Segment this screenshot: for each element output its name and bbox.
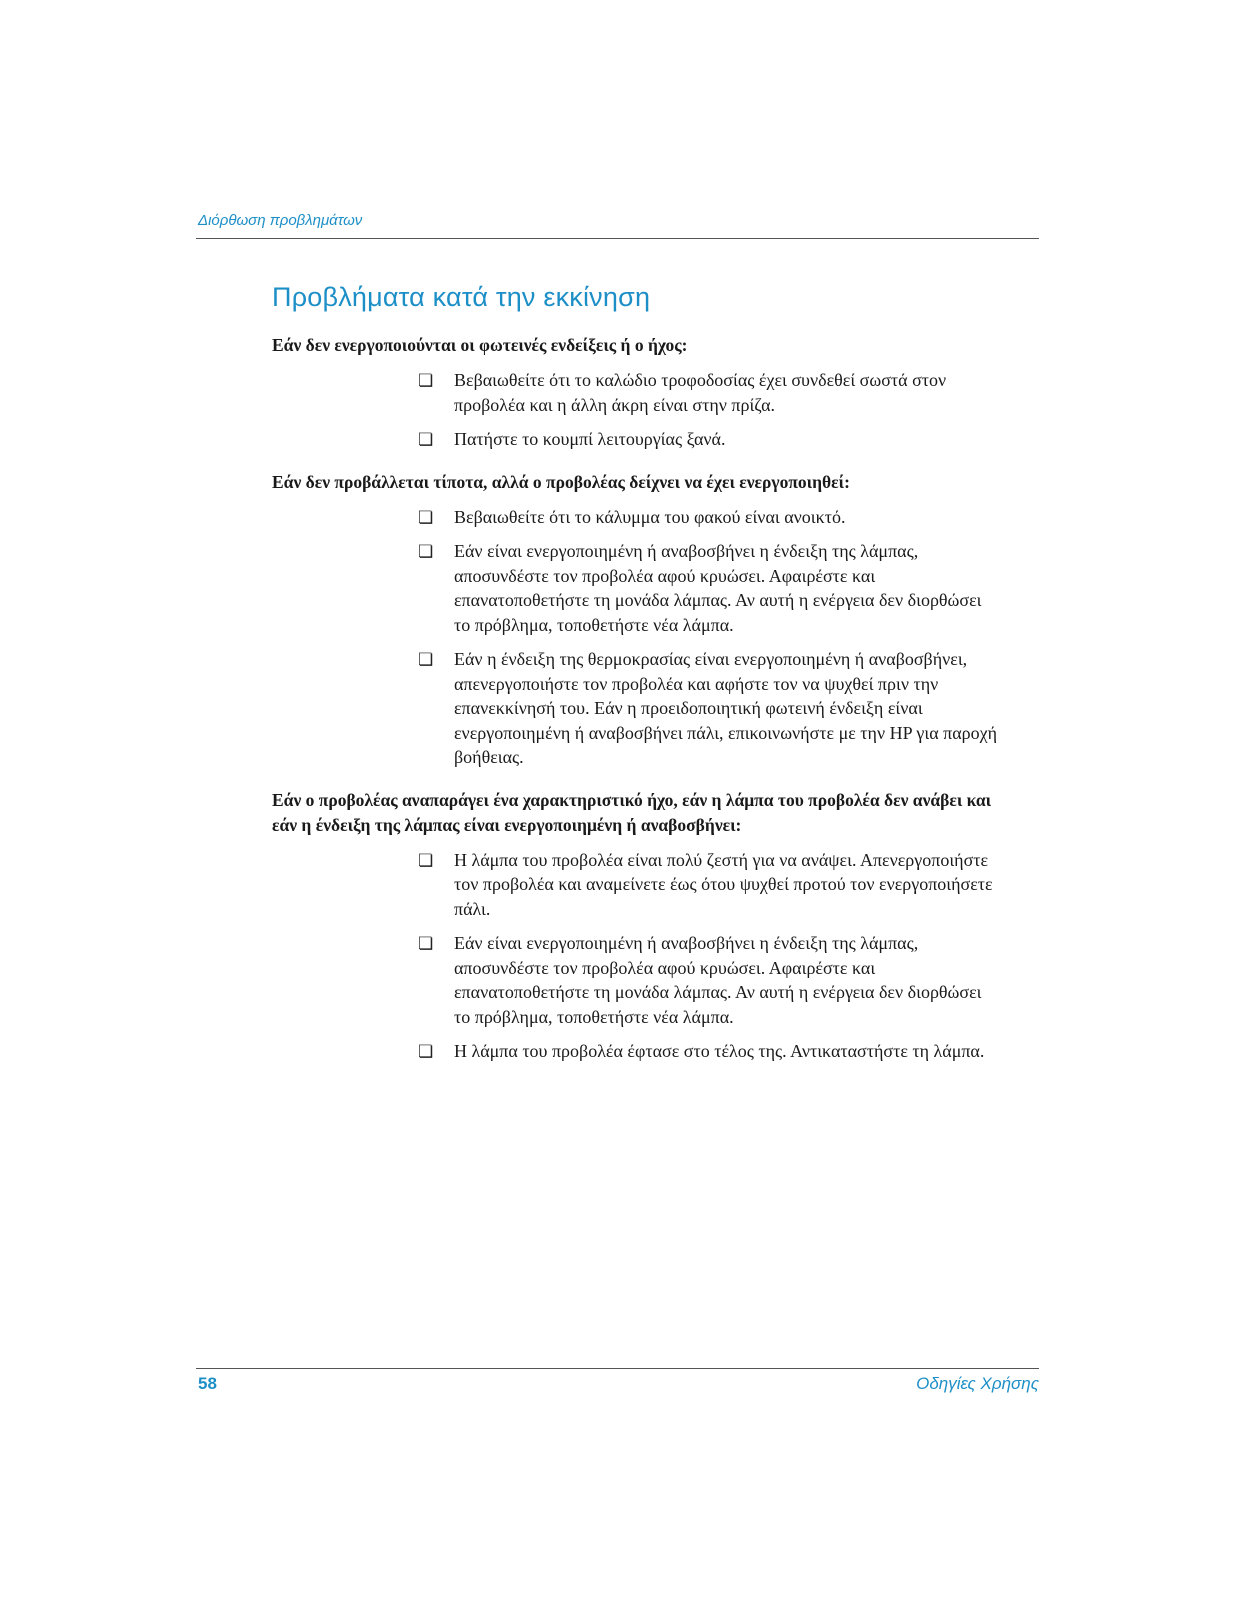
- checkbox-bullet-icon: ❏: [418, 934, 434, 953]
- bullet-item: [418, 427, 999, 452]
- condition-heading: Εάν δεν ενεργοποιούνται οι φωτεινές ενδείξεις ή ο ήχος:: [272, 335, 688, 355]
- bullet-text: Εάν είναι ενεργοποιημένη ή αναβοσβήνει η ένδειξη της λάμπας, αποσυνδέστε τον προβολέα αφού κρυώσει. Αφαιρέστε και επανατοποθετήστε τη μονάδα λάμπας. Αν αυτή η ενέργεια δεν διορθώσει το πρόβλημα, τοποθετήστε νέα λάμπα.: [454, 933, 982, 1027]
- bullet-text: Βεβαιωθείτε ότι το κάλυμμα του φακού είναι ανοικτό.: [454, 506, 846, 527]
- page-content: [272, 282, 1042, 1082]
- footer-rule: [196, 1368, 1039, 1369]
- running-header: Διόρθωση προβλημάτων: [198, 212, 363, 229]
- checkbox-bullet-icon: ❏: [418, 507, 434, 527]
- condition-heading: Εάν ο προβολέας αναπαράγει ένα χαρακτηριστικό ήχο, εάν η λάμπα του προβολέα δεν ανάβει και εάν η ένδειξη της λάμπας είναι ενεργοποιημένη ή αναβοσβήνει:: [272, 789, 992, 835]
- footer-doc-title: Οδηγίες Χρήσης: [916, 1374, 1039, 1393]
- bullet-text: Βεβαιωθείτε ότι το καλώδιο τροφοδοσίας έχει συνδεθεί σωστά στον προβολέα και η άλλη άκρη είναι στην πρίζα.: [454, 370, 947, 415]
- bullet-item: [418, 505, 999, 530]
- bullet-list: [272, 848, 1042, 1064]
- section-title: Προβλήματα κατά την εκκίνηση: [272, 282, 651, 312]
- checkbox-bullet-icon: ❏: [418, 430, 434, 449]
- checkbox-bullet-icon: ❏: [418, 650, 434, 669]
- bullet-item: [418, 1039, 999, 1064]
- condition-block: [272, 788, 1042, 1064]
- bullet-text: Εάν η ένδειξη της θερμοκρασίας είναι ενεργοποιημένη ή αναβοσβήνει, απενεργοποιήστε τον προβολέα και αφήστε τον να ψυχθεί πριν την επανεκκίνησή του. Εάν η προειδοποιητική φωτεινή ένδειξη είναι ενεργοποιημένη ή αναβοσβήνει πάλι, επικοινωνήστε με την HP για παροχή βοήθειας.: [454, 649, 998, 767]
- bullet-list: [272, 505, 1042, 770]
- bullet-text: Η λάμπα του προβολέα έφτασε στο τέλος της. Αντικαταστήστε τη λάμπα.: [454, 1041, 985, 1061]
- bullet-item: [418, 539, 999, 637]
- bullet-text: Πατήστε το κουμπί λειτουργίας ξανά.: [454, 429, 726, 449]
- bullet-item: [418, 647, 999, 770]
- checkbox-bullet-icon: ❏: [418, 850, 434, 870]
- checkbox-bullet-icon: ❏: [418, 371, 434, 390]
- bullet-text: Εάν είναι ενεργοποιημένη ή αναβοσβήνει η ένδειξη της λάμπας, αποσυνδέστε τον προβολέα αφού κρυώσει. Αφαιρέστε και επανατοποθετήστε τη μονάδα λάμπας. Αν αυτή η ενέργεια δεν διορθώσει το πρόβλημα, τοποθετήστε νέα λάμπα.: [454, 541, 982, 635]
- bullet-item: [418, 848, 999, 922]
- condition-heading: Εάν δεν προβάλλεται τίποτα, αλλά ο προβολέας δείχνει να έχει ενεργοποιηθεί:: [272, 471, 850, 492]
- condition-block: [272, 333, 1042, 452]
- bullet-item: [418, 368, 999, 417]
- header-rule: [196, 238, 1039, 239]
- checkbox-bullet-icon: ❏: [418, 542, 434, 561]
- bullet-list: [272, 368, 1042, 452]
- bullet-item: [418, 931, 999, 1029]
- bullet-text: Η λάμπα του προβολέα είναι πολύ ζεστή για να ανάψει. Απενεργοποιήστε τον προβολέα και αναμείνετε έως ότου ψυχθεί προτού τον ενεργοποιήσετε πάλι.: [454, 849, 993, 919]
- condition-block: [272, 470, 1042, 770]
- page-number: 58: [198, 1374, 217, 1393]
- checkbox-bullet-icon: ❏: [418, 1042, 434, 1061]
